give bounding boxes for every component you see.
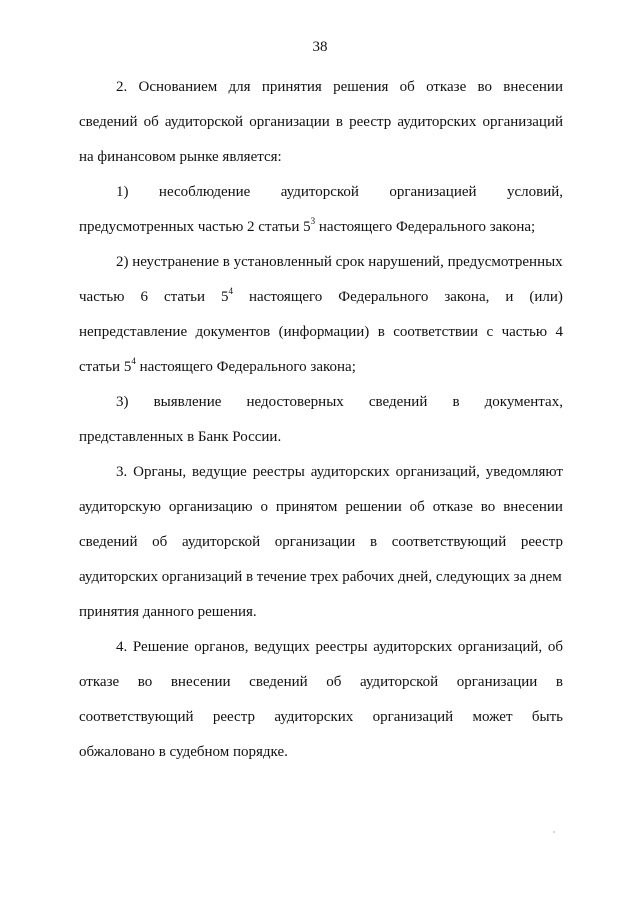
text-line: 2. Основанием для принятия решения об отказе во внесении — [116, 79, 563, 95]
scan-speck — [553, 831, 555, 833]
text-line: на финансовом рынке является: — [79, 149, 282, 165]
text-line: отказе во внесении сведений об аудиторской организации в — [79, 674, 563, 690]
list-item-line: 1) несоблюдение аудиторской организацией условий, — [116, 184, 563, 200]
list-item-line: 3) выявление недостоверных сведений в документах, — [116, 394, 563, 410]
text-line: аудиторскую организацию о принятом решении об отказе во внесении — [79, 499, 563, 515]
page-number: 38 — [312, 39, 328, 55]
text-line: 4. Решение органов, ведущих реестры аудиторских организаций, об — [116, 639, 563, 655]
text-line: соответствующий реестр аудиторских организаций может быть — [79, 709, 563, 725]
text-line: 3. Органы, ведущие реестры аудиторских организаций, уведомляют — [116, 464, 563, 480]
text-line: принятия данного решения. — [79, 604, 257, 620]
text-line: статьи $5^4$ настоящего Федерального закона; — [79, 356, 356, 375]
text-line: обжаловано в судебном порядке. — [79, 744, 288, 760]
list-item-line: 2) неустранение в установленный срок нарушений, предусмотренных — [116, 254, 563, 270]
text-line: частью 6 статьи $5^4$ настоящего Федерального закона, и (или) — [79, 286, 563, 305]
text-line: сведений об аудиторской организации в соответствующий реестр — [79, 534, 563, 550]
text-line: аудиторских организаций в течение трех рабочих дней, следующих за днем — [79, 569, 562, 585]
text-line: непредставление документов (информации) в соответствии с частью 4 — [79, 324, 563, 340]
text-line: предусмотренных частью 2 статьи $5^3$ настоящего Федерального закона; — [79, 216, 536, 235]
text-line: представленных в Банк России. — [79, 429, 282, 445]
text-line: сведений об аудиторской организации в реестр аудиторских организаций — [79, 114, 563, 130]
